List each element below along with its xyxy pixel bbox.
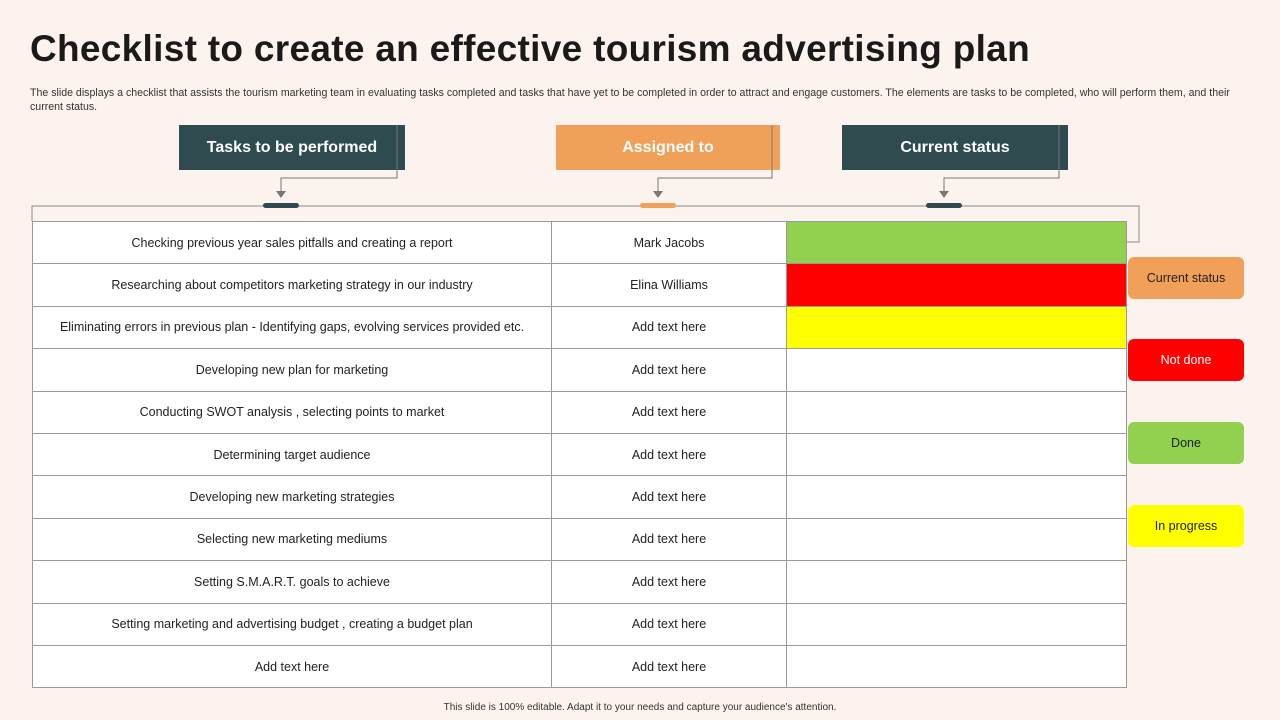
status-cell xyxy=(787,603,1127,645)
status-cell xyxy=(787,645,1127,687)
footer-note: This slide is 100% editable. Adapt it to your needs and capture your audience's attention. xyxy=(443,702,837,713)
table-row xyxy=(33,603,1127,645)
arrow-down-icon xyxy=(939,191,949,198)
task-cell: Setting marketing and advertising budget , creating a budget plan xyxy=(33,603,552,645)
assigned-cell: Add text here xyxy=(552,603,787,645)
header-status-label: Current status xyxy=(900,138,1010,156)
header-assigned xyxy=(556,125,780,170)
legend-not-done xyxy=(1128,339,1244,381)
table-row xyxy=(33,349,1127,391)
task-cell: Developing new plan for marketing xyxy=(33,349,552,391)
task-cell: Determining target audience xyxy=(33,433,552,475)
connector-pill-tasks xyxy=(263,203,299,208)
assigned-cell: Add text here xyxy=(552,391,787,433)
assigned-cell: Add text here xyxy=(552,349,787,391)
task-cell: Checking previous year sales pitfalls and creating a report xyxy=(33,222,552,264)
legend-label: In progress xyxy=(1154,519,1218,533)
connector-pill-status xyxy=(926,203,962,208)
header-status xyxy=(842,125,1068,170)
table-row xyxy=(33,476,1127,518)
assigned-cell: Mark Jacobs xyxy=(552,222,787,264)
status-cell xyxy=(787,476,1127,518)
status-cell xyxy=(787,222,1127,264)
status-cell xyxy=(787,561,1127,603)
task-cell: Developing new marketing strategies xyxy=(33,476,552,518)
legend-label: Current status xyxy=(1146,271,1226,285)
legend-done xyxy=(1128,422,1244,464)
status-cell xyxy=(787,264,1127,306)
checklist-table xyxy=(32,221,1127,688)
status-cell xyxy=(787,306,1127,348)
status-cell xyxy=(787,349,1127,391)
assigned-cell: Add text here xyxy=(552,476,787,518)
table-row xyxy=(33,264,1127,306)
table-row xyxy=(33,433,1127,475)
status-cell xyxy=(787,518,1127,560)
table-row xyxy=(33,391,1127,433)
header-assigned-label: Assigned to xyxy=(622,138,714,156)
connector-pill-assigned xyxy=(640,203,676,208)
task-cell: Selecting new marketing mediums xyxy=(33,518,552,560)
table-row xyxy=(33,222,1127,264)
task-cell: Researching about competitors marketing strategy in our industry xyxy=(33,264,552,306)
arrow-down-icon xyxy=(276,191,286,198)
legend-label: Done xyxy=(1171,436,1201,450)
assigned-cell: Add text here xyxy=(552,433,787,475)
task-cell: Conducting SWOT analysis , selecting points to market xyxy=(33,391,552,433)
assigned-cell: Add text here xyxy=(552,561,787,603)
page-subtitle: The slide displays a checklist that assists the tourism marketing team in evaluating tasks completed and tasks that have yet to be completed in order to attract and engage customers. The elements are tasks to be completed, who will perform them, and their current status. xyxy=(30,87,1230,113)
task-cell: Eliminating errors in previous plan - Identifying gaps, evolving services provided etc. xyxy=(33,306,552,348)
status-cell xyxy=(787,391,1127,433)
header-tasks-label: Tasks to be performed xyxy=(206,138,378,156)
status-cell xyxy=(787,433,1127,475)
table-row xyxy=(33,561,1127,603)
table-row xyxy=(33,518,1127,560)
arrow-down-icon xyxy=(653,191,663,198)
legend-in-progress xyxy=(1128,505,1244,547)
checklist-table-body xyxy=(33,222,1127,688)
page-title: Checklist to create an effective tourism advertising plan xyxy=(30,28,1030,69)
legend-current-status xyxy=(1128,257,1244,299)
assigned-cell: Elina Williams xyxy=(552,264,787,306)
legend-label: Not done xyxy=(1160,353,1212,367)
table-row xyxy=(33,645,1127,687)
task-cell: Setting S.M.A.R.T. goals to achieve xyxy=(33,561,552,603)
assigned-cell: Add text here xyxy=(552,645,787,687)
header-tasks xyxy=(179,125,405,170)
task-cell: Add text here xyxy=(33,645,552,687)
table-row xyxy=(33,306,1127,348)
assigned-cell: Add text here xyxy=(552,306,787,348)
assigned-cell: Add text here xyxy=(552,518,787,560)
